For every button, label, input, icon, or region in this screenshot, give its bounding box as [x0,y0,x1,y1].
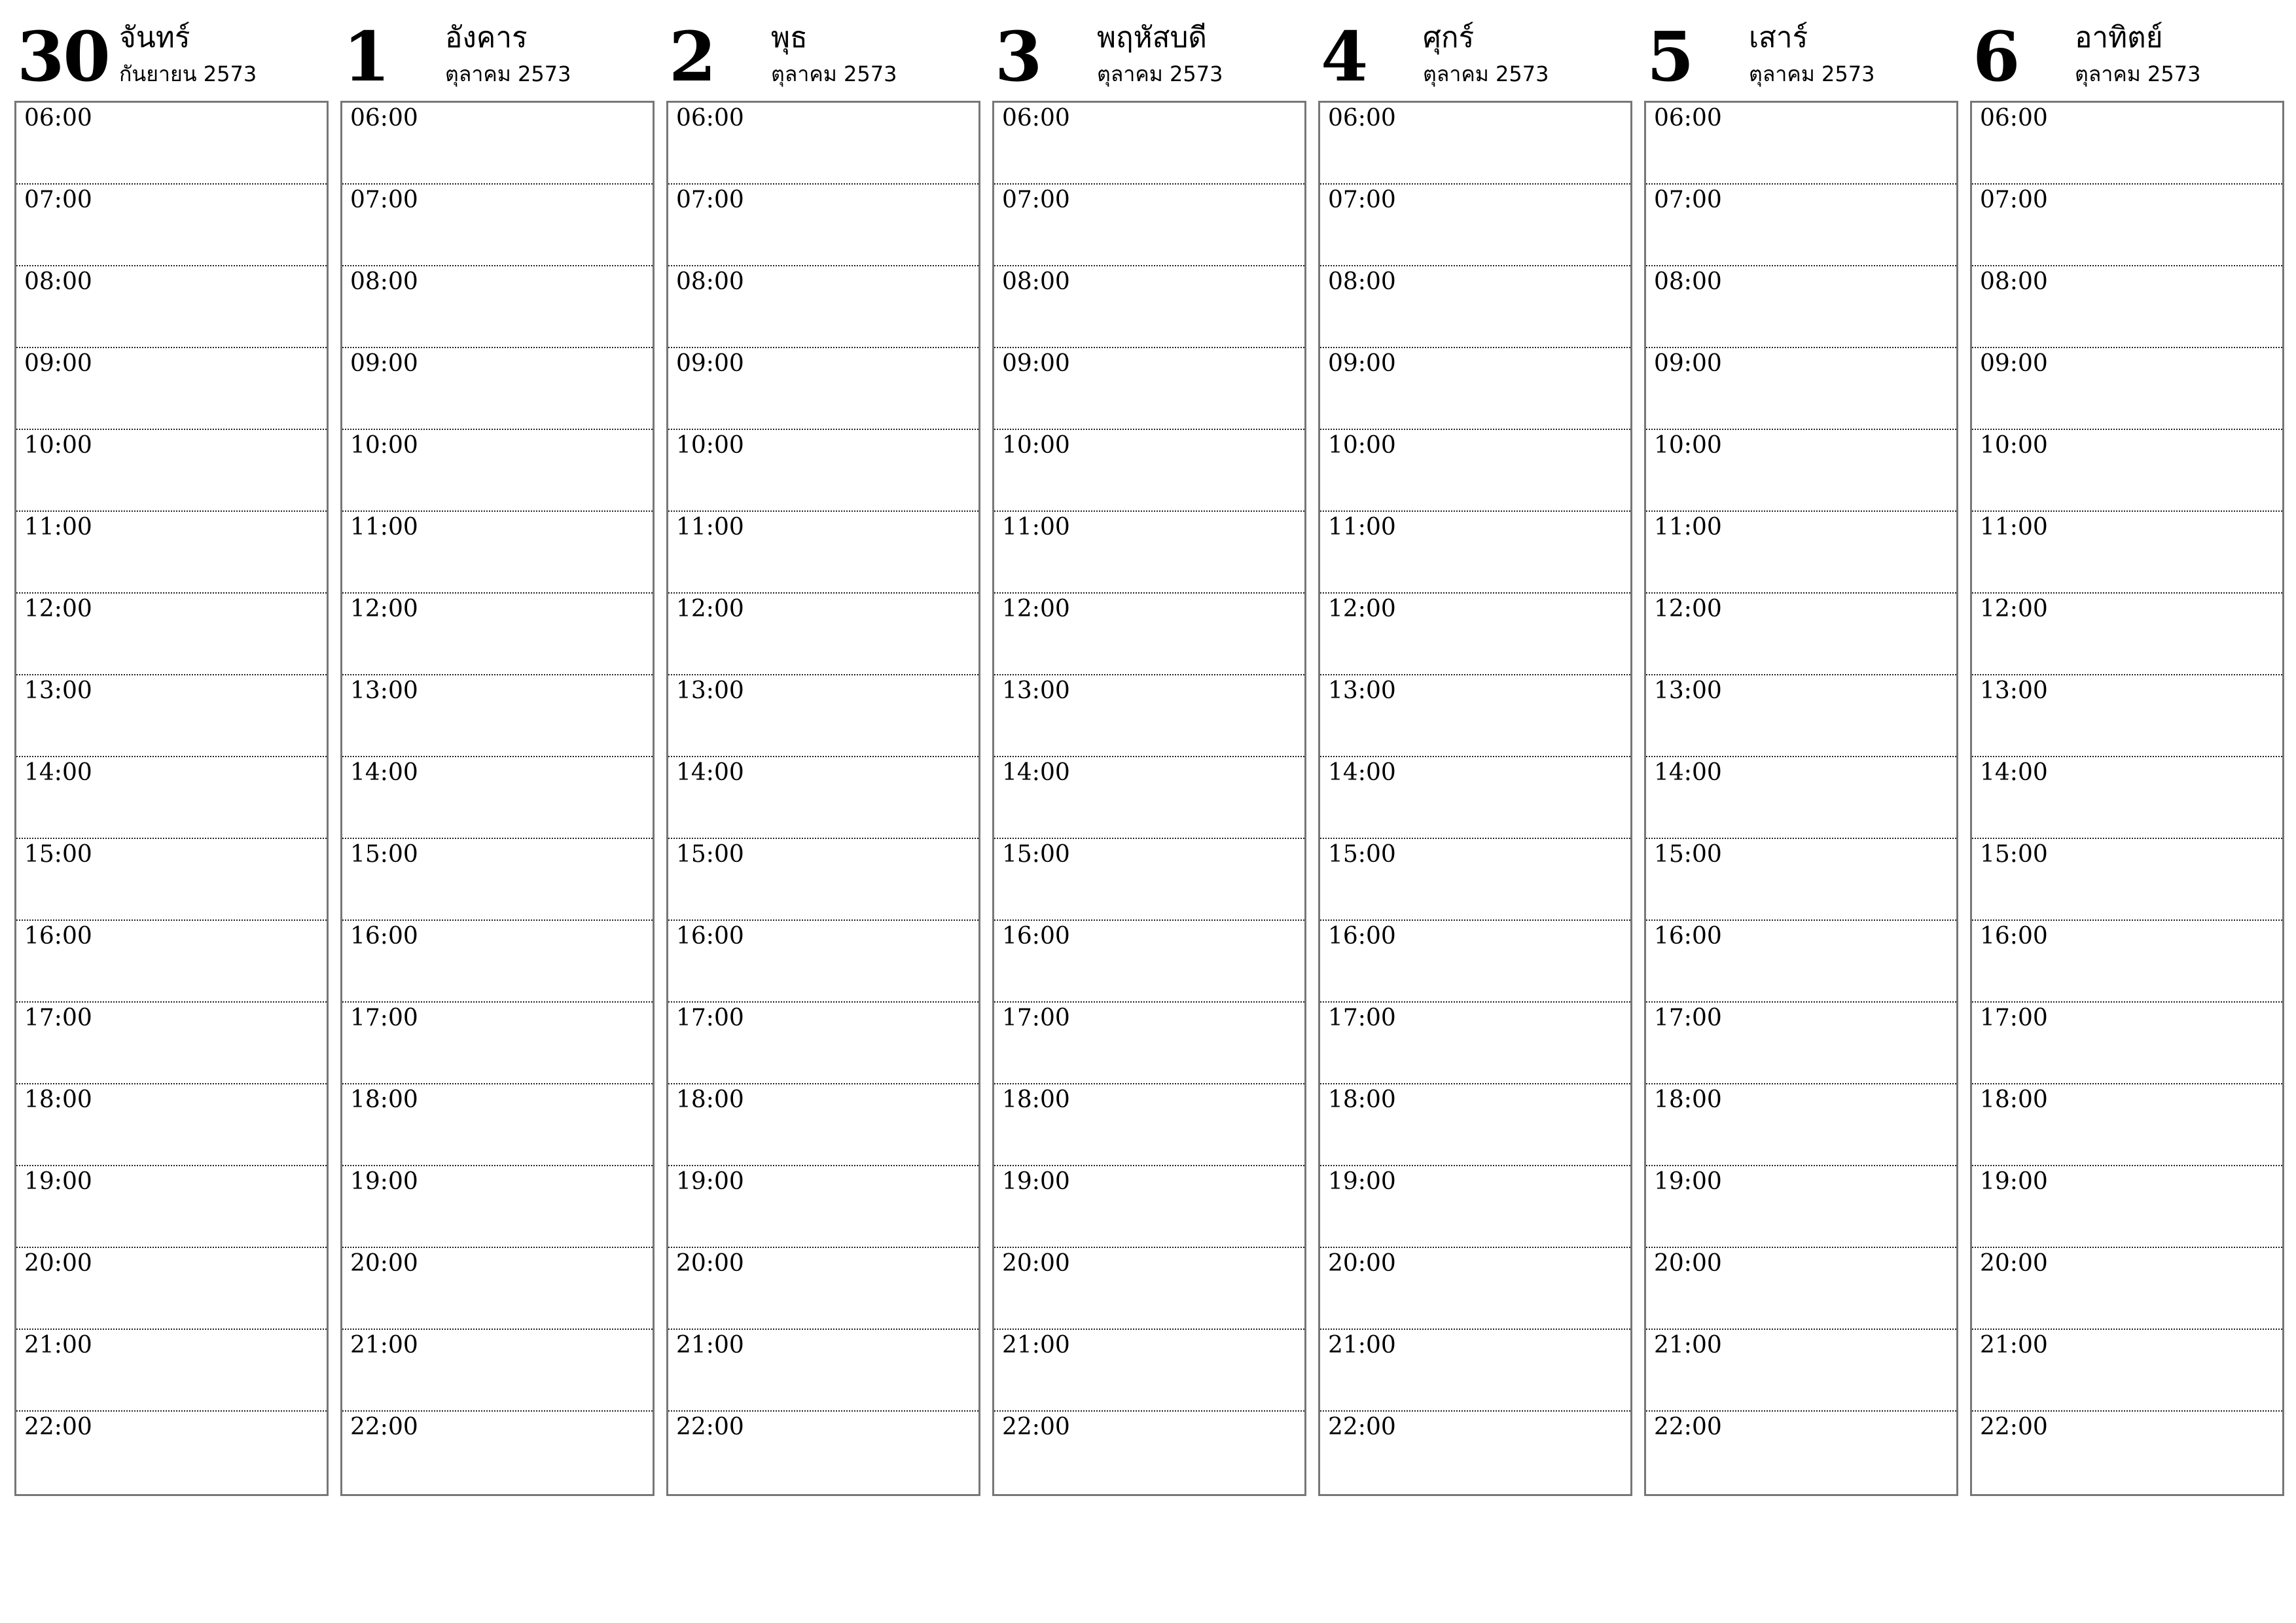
time-slot-label: 22:00 [350,1414,418,1440]
time-slot-label: 14:00 [676,759,744,786]
time-slot-label: 11:00 [676,514,744,541]
day-number: 3 [995,16,1041,97]
time-slot[interactable] [342,185,653,266]
time-slot[interactable] [342,1003,653,1084]
time-slot[interactable] [668,185,978,266]
time-slot[interactable] [342,1412,653,1492]
time-slot-label: 13:00 [1002,677,1070,704]
time-slot[interactable] [16,512,327,594]
time-slot[interactable] [668,266,978,348]
time-slot-label: 14:00 [1328,759,1396,786]
time-slot-label: 16:00 [1654,923,1722,950]
day-schedule-box [14,101,329,1496]
time-slot[interactable] [1972,1166,2282,1248]
time-slot-label: 13:00 [350,677,418,704]
time-slot-label: 15:00 [1980,841,2048,868]
time-slot-label: 12:00 [1654,596,1722,622]
time-slot[interactable] [16,348,327,430]
time-slot[interactable] [1972,594,2282,675]
time-slot[interactable] [16,1084,327,1166]
time-slot-label: 15:00 [350,841,418,868]
time-slot[interactable] [668,757,978,839]
time-slot-label: 22:00 [1328,1414,1396,1440]
time-slot[interactable] [16,266,327,348]
day-month-year: ตุลาคม 2573 [1097,62,1223,86]
time-slot-label: 21:00 [350,1332,418,1359]
time-slot[interactable] [1320,103,1630,185]
time-slot[interactable] [668,1248,978,1330]
time-slot[interactable] [1972,185,2282,266]
time-slot-label: 10:00 [350,432,418,459]
time-slot[interactable] [16,839,327,921]
day-column [14,0,327,1440]
time-slot[interactable] [668,675,978,757]
day-header [666,0,979,101]
time-slot-label: 17:00 [1654,1005,1722,1031]
time-slot-label: 12:00 [350,596,418,622]
time-slot[interactable] [1646,757,1956,839]
time-slot[interactable] [16,921,327,1003]
day-name: ศุกร์ [1423,21,1475,54]
time-slot[interactable] [342,594,653,675]
time-slot[interactable] [16,1248,327,1330]
time-slot[interactable] [994,430,1304,512]
day-number: 30 [17,16,109,97]
day-header [992,0,1305,101]
time-slot[interactable] [1646,430,1956,512]
time-slot-label: 19:00 [24,1168,92,1195]
time-slot[interactable] [342,1166,653,1248]
time-slot-label: 13:00 [1654,677,1722,704]
time-slot-label: 16:00 [676,923,744,950]
time-slot-label: 06:00 [1002,105,1070,132]
time-slot-label: 10:00 [1980,432,2048,459]
time-slot[interactable] [994,103,1304,185]
day-schedule-box [340,101,655,1496]
day-name: จันทร์ [119,21,190,54]
time-slot[interactable] [1646,348,1956,430]
time-slot-label: 19:00 [1654,1168,1722,1195]
time-slot-label: 13:00 [24,677,92,704]
day-schedule-box [992,101,1306,1496]
time-slot-label: 14:00 [350,759,418,786]
time-slot[interactable] [16,594,327,675]
day-column [340,0,653,1440]
time-slot[interactable] [1646,921,1956,1003]
time-slot-label: 12:00 [1980,596,2048,622]
time-slot-label: 21:00 [1980,1332,2048,1359]
time-slot-label: 22:00 [1980,1414,2048,1440]
day-header [340,0,653,101]
time-slot-label: 06:00 [350,105,418,132]
time-slot[interactable] [994,348,1304,430]
time-slot[interactable] [342,1330,653,1412]
time-slot[interactable] [994,839,1304,921]
time-slot[interactable] [1320,921,1630,1003]
time-slot[interactable] [16,1166,327,1248]
time-slot[interactable] [1646,675,1956,757]
time-slot[interactable] [1320,1248,1630,1330]
time-slot[interactable] [342,512,653,594]
time-slot[interactable] [16,1003,327,1084]
time-slot-label: 17:00 [1980,1005,2048,1031]
time-slot-label: 18:00 [676,1086,744,1113]
time-slot-label: 22:00 [676,1414,744,1440]
time-slot-label: 16:00 [350,923,418,950]
time-slot[interactable] [994,594,1304,675]
time-slot-label: 14:00 [1980,759,2048,786]
time-slot-label: 16:00 [1328,923,1396,950]
time-slot[interactable] [668,1084,978,1166]
time-slot-label: 10:00 [24,432,92,459]
time-slot[interactable] [1646,1330,1956,1412]
time-slot[interactable] [668,430,978,512]
day-number: 4 [1321,16,1367,97]
time-slot[interactable] [994,1166,1304,1248]
time-slot-label: 15:00 [1328,841,1396,868]
time-slot-label: 11:00 [1328,514,1396,541]
time-slot[interactable] [1320,1084,1630,1166]
time-slot-label: 07:00 [676,187,744,213]
day-schedule-box [1318,101,1632,1496]
time-slot[interactable] [342,757,653,839]
time-slot[interactable] [1320,757,1630,839]
time-slot[interactable] [1972,921,2282,1003]
time-slot[interactable] [668,103,978,185]
time-slot[interactable] [16,103,327,185]
time-slot-label: 09:00 [1328,350,1396,377]
time-slot-label: 07:00 [1980,187,2048,213]
time-slot-label: 11:00 [1980,514,2048,541]
time-slot-label: 17:00 [1002,1005,1070,1031]
time-slot-label: 07:00 [350,187,418,213]
time-slot[interactable] [1646,185,1956,266]
time-slot[interactable] [16,185,327,266]
time-slot[interactable] [1320,594,1630,675]
time-slot[interactable] [1972,1412,2282,1492]
time-slot[interactable] [994,1248,1304,1330]
time-slot-label: 18:00 [350,1086,418,1113]
day-column [666,0,979,1440]
time-slot[interactable] [1972,512,2282,594]
time-slot-label: 12:00 [24,596,92,622]
day-column [1644,0,1957,1440]
time-slot-label: 07:00 [1654,187,1722,213]
time-slot[interactable] [668,1412,978,1492]
time-slot-label: 12:00 [676,596,744,622]
day-column [992,0,1305,1440]
time-slot[interactable] [1972,1330,2282,1412]
time-slot-label: 12:00 [1002,596,1070,622]
time-slot-label: 08:00 [676,268,744,295]
time-slot-label: 06:00 [1328,105,1396,132]
time-slot[interactable] [1646,1166,1956,1248]
time-slot-label: 08:00 [1002,268,1070,295]
time-slot[interactable] [668,921,978,1003]
time-slot[interactable] [1320,1003,1630,1084]
day-name: พุธ [771,21,808,54]
time-slot-label: 17:00 [676,1005,744,1031]
time-slot-label: 22:00 [1002,1414,1070,1440]
time-slot-label: 19:00 [1328,1168,1396,1195]
time-slot[interactable] [1646,1084,1956,1166]
time-slot-label: 16:00 [1002,923,1070,950]
time-slot[interactable] [342,1248,653,1330]
day-number: 5 [1647,16,1693,97]
time-slot[interactable] [1646,266,1956,348]
time-slot[interactable] [1320,1330,1630,1412]
time-slot[interactable] [342,675,653,757]
time-slot-label: 19:00 [350,1168,418,1195]
day-name: อังคาร [445,21,528,54]
time-slot-label: 10:00 [1654,432,1722,459]
day-name: พฤหัสบดี [1097,21,1208,54]
time-slot-label: 07:00 [1002,187,1070,213]
time-slot[interactable] [1320,348,1630,430]
time-slot[interactable] [1646,512,1956,594]
time-slot[interactable] [994,1330,1304,1412]
time-slot-label: 06:00 [24,105,92,132]
time-slot[interactable] [342,266,653,348]
time-slot[interactable] [342,921,653,1003]
time-slot[interactable] [994,675,1304,757]
time-slot-label: 21:00 [1328,1332,1396,1359]
day-month-year: กันยายน 2573 [119,62,257,86]
time-slot-label: 18:00 [1654,1086,1722,1113]
day-month-year: ตุลาคม 2573 [1423,62,1549,86]
time-slot-label: 08:00 [1328,268,1396,295]
time-slot[interactable] [1972,675,2282,757]
time-slot-label: 21:00 [1002,1332,1070,1359]
day-header [14,0,327,101]
time-slot[interactable] [1972,103,2282,185]
time-slot-label: 22:00 [1654,1414,1722,1440]
time-slot-label: 19:00 [1980,1168,2048,1195]
time-slot-label: 19:00 [1002,1168,1070,1195]
time-slot[interactable] [668,1330,978,1412]
time-slot[interactable] [994,266,1304,348]
time-slot[interactable] [16,757,327,839]
time-slot[interactable] [1320,266,1630,348]
time-slot-label: 10:00 [676,432,744,459]
time-slot-label: 20:00 [24,1250,92,1277]
time-slot-label: 11:00 [350,514,418,541]
time-slot[interactable] [342,1084,653,1166]
time-slot[interactable] [668,348,978,430]
time-slot[interactable] [668,1166,978,1248]
day-month-year: ตุลาคม 2573 [2075,62,2201,86]
time-slot-label: 20:00 [676,1250,744,1277]
time-slot-label: 22:00 [24,1414,92,1440]
time-slot[interactable] [668,594,978,675]
time-slot[interactable] [1972,1003,2282,1084]
day-schedule-box [666,101,980,1496]
time-slot-label: 06:00 [1654,105,1722,132]
time-slot-label: 15:00 [676,841,744,868]
time-slot-label: 17:00 [1328,1005,1396,1031]
time-slot-label: 18:00 [1002,1086,1070,1113]
time-slot[interactable] [1320,1166,1630,1248]
time-slot-label: 16:00 [24,923,92,950]
time-slot[interactable] [342,103,653,185]
time-slot[interactable] [1646,1412,1956,1492]
time-slot[interactable] [16,1330,327,1412]
time-slot-label: 20:00 [1328,1250,1396,1277]
time-slot-label: 13:00 [1328,677,1396,704]
time-slot-label: 14:00 [1002,759,1070,786]
time-slot[interactable] [1972,1084,2282,1166]
time-slot-label: 11:00 [24,514,92,541]
time-slot[interactable] [994,1003,1304,1084]
time-slot[interactable] [1320,839,1630,921]
day-schedule-box [1644,101,1958,1496]
time-slot-label: 12:00 [1328,596,1396,622]
time-slot-label: 08:00 [350,268,418,295]
time-slot-label: 13:00 [1980,677,2048,704]
time-slot-label: 17:00 [350,1005,418,1031]
time-slot[interactable] [668,839,978,921]
time-slot[interactable] [668,512,978,594]
day-month-year: ตุลาคม 2573 [1749,62,1875,86]
time-slot-label: 17:00 [24,1005,92,1031]
time-slot-label: 08:00 [24,268,92,295]
day-schedule-box [1970,101,2284,1496]
time-slot[interactable] [994,185,1304,266]
day-name: เสาร์ [1749,21,1808,54]
time-slot-label: 14:00 [1654,759,1722,786]
time-slot-label: 18:00 [24,1086,92,1113]
time-slot[interactable] [1646,103,1956,185]
time-slot[interactable] [1646,839,1956,921]
time-slot-label: 09:00 [1002,350,1070,377]
day-month-year: ตุลาคม 2573 [771,62,897,86]
time-slot-label: 16:00 [1980,923,2048,950]
time-slot-label: 09:00 [676,350,744,377]
day-name: อาทิตย์ [2075,21,2163,54]
day-header [1970,0,2283,101]
time-slot-label: 18:00 [1328,1086,1396,1113]
time-slot[interactable] [1646,1003,1956,1084]
time-slot-label: 08:00 [1654,268,1722,295]
time-slot[interactable] [1320,430,1630,512]
time-slot[interactable] [16,675,327,757]
time-slot-label: 14:00 [24,759,92,786]
time-slot[interactable] [1972,839,2282,921]
time-slot-label: 06:00 [676,105,744,132]
time-slot[interactable] [16,430,327,512]
time-slot[interactable] [1646,1248,1956,1330]
time-slot-label: 21:00 [1654,1332,1722,1359]
time-slot[interactable] [1320,512,1630,594]
time-slot[interactable] [994,757,1304,839]
day-header [1318,0,1631,101]
time-slot-label: 10:00 [1328,432,1396,459]
time-slot-label: 11:00 [1002,514,1070,541]
time-slot-label: 09:00 [24,350,92,377]
time-slot-label: 07:00 [24,187,92,213]
time-slot-label: 15:00 [1002,841,1070,868]
time-slot[interactable] [1972,266,2282,348]
time-slot[interactable] [1646,594,1956,675]
time-slot-label: 09:00 [1980,350,2048,377]
time-slot-label: 06:00 [1980,105,2048,132]
day-column [1318,0,1631,1440]
time-slot[interactable] [1972,757,2282,839]
time-slot[interactable] [994,512,1304,594]
time-slot-label: 08:00 [1980,268,2048,295]
time-slot-label: 18:00 [1980,1086,2048,1113]
time-slot-label: 13:00 [676,677,744,704]
day-number: 1 [343,16,389,97]
time-slot[interactable] [994,921,1304,1003]
time-slot[interactable] [1320,185,1630,266]
time-slot-label: 21:00 [676,1332,744,1359]
time-slot-label: 19:00 [676,1168,744,1195]
day-column [1970,0,2283,1440]
time-slot[interactable] [1320,1412,1630,1492]
time-slot-label: 09:00 [1654,350,1722,377]
time-slot-label: 20:00 [1654,1250,1722,1277]
time-slot[interactable] [1320,675,1630,757]
day-number: 2 [669,16,715,97]
time-slot-label: 20:00 [350,1250,418,1277]
day-number: 6 [1973,16,2019,97]
time-slot-label: 20:00 [1980,1250,2048,1277]
time-slot[interactable] [16,1412,327,1492]
time-slot[interactable] [342,430,653,512]
day-month-year: ตุลาคม 2573 [445,62,571,86]
time-slot-label: 21:00 [24,1332,92,1359]
time-slot-label: 09:00 [350,350,418,377]
time-slot-label: 10:00 [1002,432,1070,459]
time-slot[interactable] [994,1412,1304,1492]
time-slot-label: 07:00 [1328,187,1396,213]
time-slot[interactable] [1972,348,2282,430]
time-slot[interactable] [1972,430,2282,512]
time-slot[interactable] [1972,1248,2282,1330]
day-header [1644,0,1957,101]
time-slot-label: 20:00 [1002,1250,1070,1277]
time-slot[interactable] [342,348,653,430]
time-slot-label: 15:00 [24,841,92,868]
time-slot[interactable] [994,1084,1304,1166]
time-slot[interactable] [668,1003,978,1084]
time-slot-label: 15:00 [1654,841,1722,868]
time-slot-label: 11:00 [1654,514,1722,541]
time-slot[interactable] [342,839,653,921]
